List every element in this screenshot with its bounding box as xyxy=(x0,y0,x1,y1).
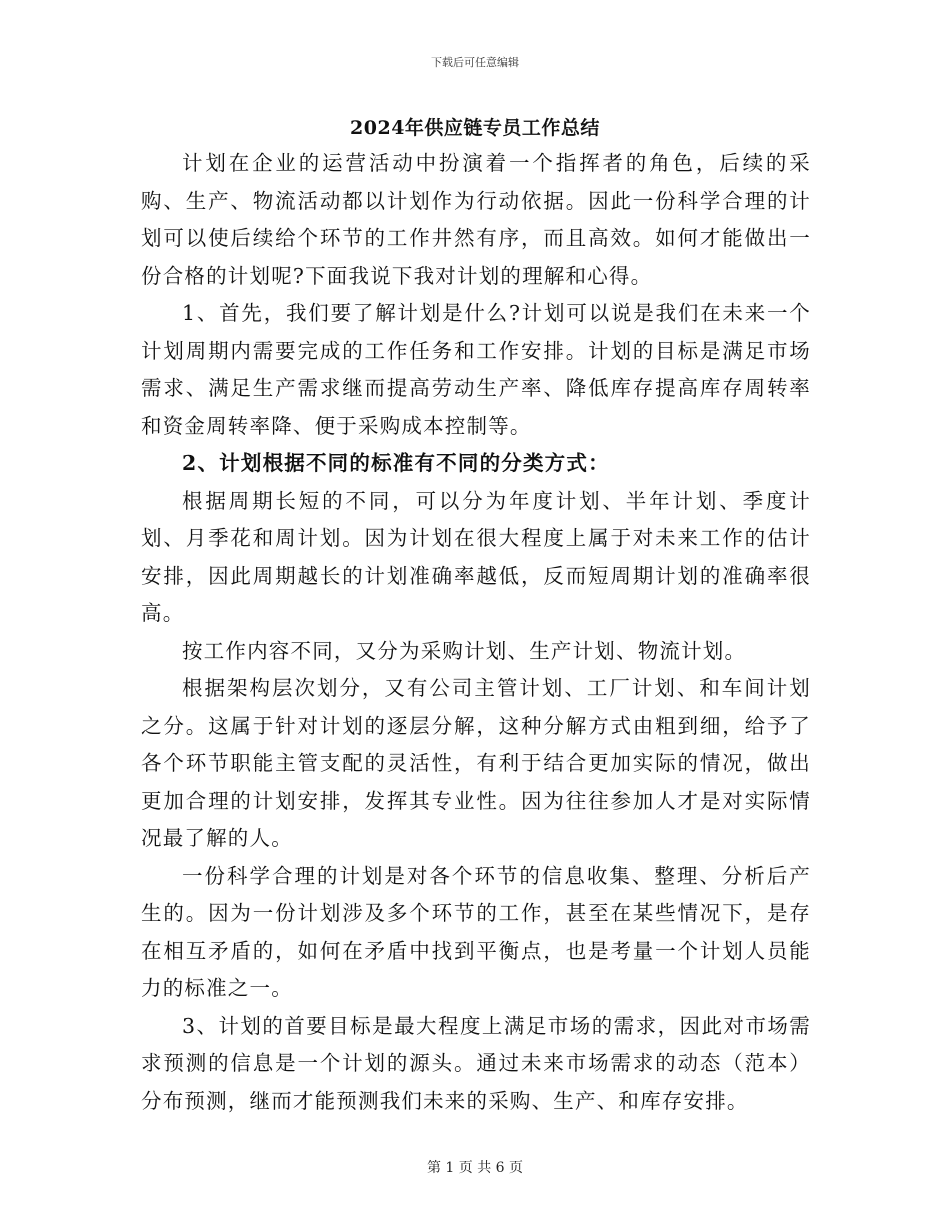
document-title: 2024年供应链专员工作总结 xyxy=(350,117,600,139)
paragraph-intro: 计划在企业的运营活动中扮演着一个指挥者的角色，后续的采购、生产、物流活动都以计划作为行动依据。因此一份科学合理的计划可以使后续给个环节的工作井然有序，而且高效。如何才能做出一份合格的计划呢?下面我说下我对计划的理解和心得。 xyxy=(141,151,811,288)
page-footer: 第 1 页 共 6 页 xyxy=(426,1160,524,1176)
paragraph-by-content: 按工作内容不同，又分为采购计划、生产计划、物流计划。 xyxy=(182,638,747,663)
paragraph-3: 3、计划的首要目标是最大程度上满足市场的需求，因此对市场需求预测的信息是一个计划的源头。通过未来市场需求的动态（范本）分布预测，继而才能预测我们未来的采购、生产、和库存安排。 xyxy=(141,1013,811,1113)
paragraph-by-structure: 根据架构层次划分，又有公司主管计划、工厂计划、和车间计划之分。这属于针对计划的逐层分解，这种分解方式由粗到细，给予了各个环节职能主管支配的灵活性，有利于结合更加实际的情况，做出更加合理的计划安排，发挥其专业性。因为往往参加人才是对实际情况最了解的人。 xyxy=(141,676,811,850)
paragraph-scientific-plan: 一份科学合理的计划是对各个环节的信息收集、整理、分析后产生的。因为一份计划涉及多个环节的工作，甚至在某些情况下，是存在相互矛盾的，如何在矛盾中找到平衡点，也是考量一个计划人员能力的标准之一。 xyxy=(141,863,811,1000)
page-header-note: 下载后可任意编辑 xyxy=(431,56,519,69)
document-body xyxy=(141,145,811,1120)
paragraph-1: 1、首先，我们要了解计划是什么?计划可以说是我们在未来一个计划周期内需要完成的工作任务和工作安排。计划的目标是满足市场需求、满足生产需求继而提高劳动生产率、降低库存提高库存周转率和资金周转率降、便于采购成本控制等。 xyxy=(141,301,811,438)
section-heading-2: 2、计划根据不同的标准有不同的分类方式： xyxy=(182,451,610,475)
paragraph-by-period: 根据周期长短的不同，可以分为年度计划、半年计划、季度计划、月季花和周计划。因为计划在很大程度上属于对未来工作的估计安排，因此周期越长的计划准确率越低，反而短周期计划的准确率很高。 xyxy=(141,488,811,625)
